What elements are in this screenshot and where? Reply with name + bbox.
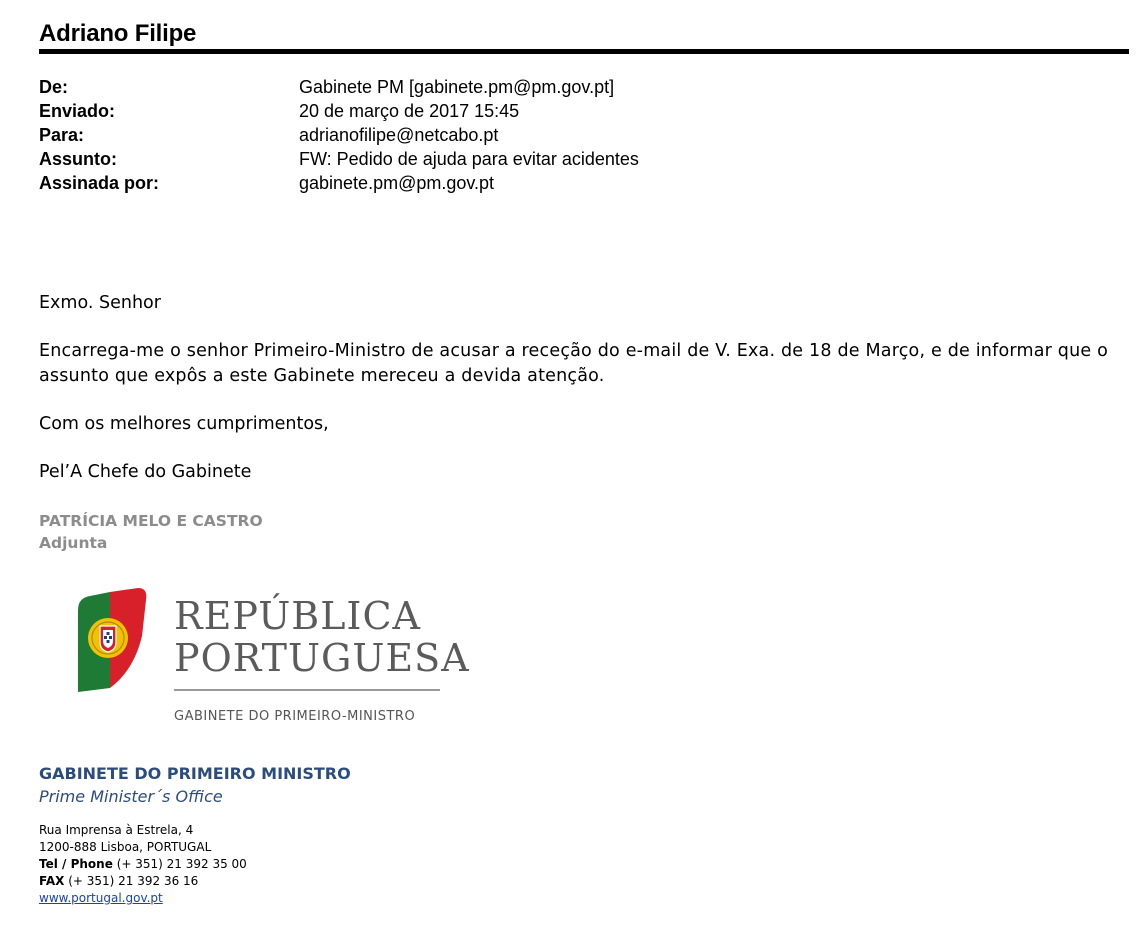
- email-body: [39, 291, 1119, 508]
- header-to-label: Para:: [39, 125, 85, 145]
- header-signed-by-value: gabinete.pm@pm.gov.pt: [299, 173, 495, 193]
- fax-label: FAX: [39, 874, 65, 888]
- header-signed-by-label: Assinada por:: [39, 173, 160, 193]
- phone-label: Tel / Phone: [39, 857, 113, 871]
- address-line-2: 1200-888 Lisboa, PORTUGAL: [39, 840, 212, 854]
- portuguese-flag-emblem-icon: [76, 588, 148, 694]
- header-to: [39, 123, 639, 147]
- body-paragraph: Encarrega-me o senhor Primeiro-Ministro de acusar a receção do e-mail de V. Exa. de 18 de Março, e de informar que o assunto que expôs a este Gabinete mereceu a devida atenção.: [39, 341, 1109, 386]
- logo-divider: [174, 689, 440, 691]
- header-subject: [39, 147, 639, 171]
- website-line: [39, 890, 247, 907]
- header-from-value: Gabinete PM [gabinete.pm@pm.gov.pt]: [299, 77, 615, 97]
- office-name-en: Prime Minister´s Office: [39, 787, 223, 806]
- logo-line-1: REPÚBLICA: [174, 594, 421, 638]
- contact-address: [39, 822, 247, 907]
- sign-off: Pel’A Chefe do Gabinete: [39, 462, 252, 482]
- header-signed-by: [39, 171, 639, 195]
- header-sent-label: Enviado:: [39, 101, 116, 121]
- signatory-role: Adjunta: [39, 534, 108, 552]
- header-subject-value: FW: Pedido de ajuda para evitar acidentes: [299, 149, 639, 169]
- fax-value: (+ 351) 21 392 36 16: [68, 874, 199, 888]
- office-name: GABINETE DO PRIMEIRO MINISTRO: [39, 764, 351, 783]
- website-link[interactable]: www.portugal.gov.pt: [39, 891, 163, 905]
- header-from-label: De:: [39, 77, 69, 97]
- greeting: Exmo. Senhor: [39, 293, 161, 313]
- header-sent: [39, 99, 639, 123]
- signature-block: [39, 510, 263, 554]
- sender-name: Adriano Filipe: [39, 20, 197, 47]
- office-block: [39, 762, 351, 808]
- logo-line-2: PORTUGUESA: [174, 636, 470, 680]
- email-headers: [39, 75, 639, 195]
- signatory-name: PATRÍCIA MELO E CASTRO: [39, 512, 263, 530]
- header-to-value: adrianofilipe@netcabo.pt: [299, 125, 499, 145]
- closing: Com os melhores cumprimentos,: [39, 414, 329, 434]
- address-line-1: Rua Imprensa à Estrela, 4: [39, 823, 194, 837]
- header-divider: [39, 49, 1129, 54]
- header-from: [39, 75, 639, 99]
- phone-value: (+ 351) 21 392 35 00: [116, 857, 247, 871]
- fax-line: [39, 873, 247, 890]
- phone-line: [39, 856, 247, 873]
- republica-portuguesa-logo: [76, 588, 470, 730]
- logo-subtitle: GABINETE DO PRIMEIRO-MINISTRO: [174, 709, 416, 724]
- header-subject-label: Assunto:: [39, 149, 117, 169]
- header-sent-value: 20 de março de 2017 15:45: [299, 101, 520, 121]
